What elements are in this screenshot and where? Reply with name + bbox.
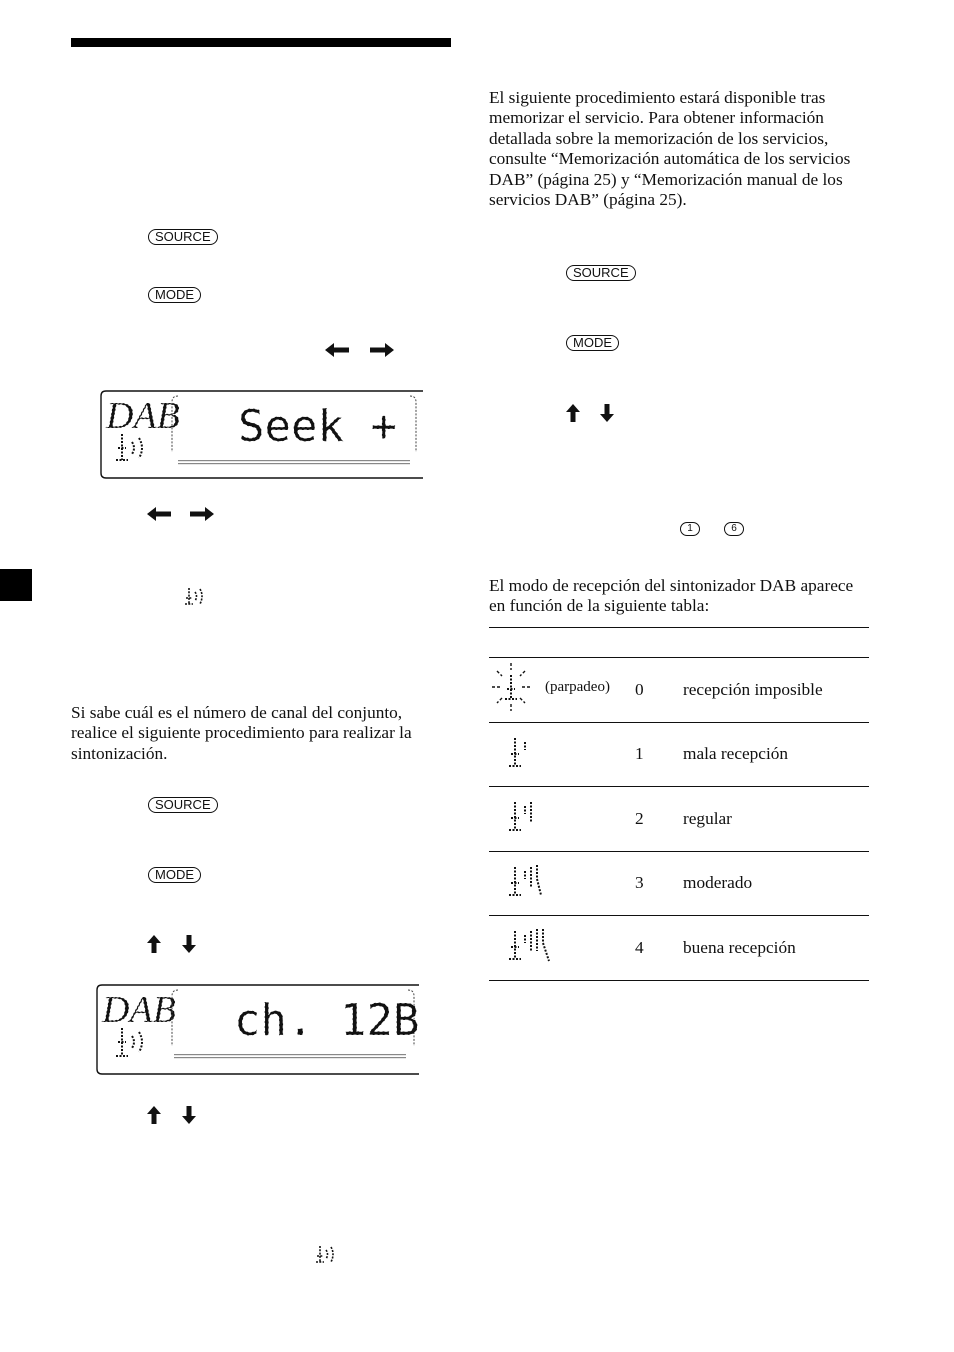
signal-indicator-icon <box>184 586 206 606</box>
table-row <box>489 916 869 981</box>
signal-4-bars-icon <box>489 925 569 965</box>
section-tab-marker <box>0 569 32 601</box>
arrow-up-icon[interactable] <box>147 1106 161 1124</box>
reception-level: 4 <box>635 916 683 981</box>
signal-3-bars-icon <box>489 861 559 901</box>
lcd-main-text: Seek + <box>238 401 397 452</box>
mode-button[interactable]: MODE <box>148 867 201 883</box>
lcd-level-meter <box>178 460 410 464</box>
reception-description: moderado <box>683 851 869 916</box>
signal-blinking-icon <box>489 661 541 713</box>
preset-button-1[interactable]: 1 <box>680 522 700 536</box>
reception-level: 1 <box>635 722 683 787</box>
arrow-down-icon[interactable] <box>600 404 614 422</box>
mode-button[interactable]: MODE <box>566 335 619 351</box>
source-button[interactable]: SOURCE <box>148 797 218 813</box>
lcd-dab-label: DAB <box>106 395 180 437</box>
arrow-right-icon[interactable] <box>190 507 214 521</box>
table-row <box>489 851 869 916</box>
table-row <box>489 658 869 723</box>
reception-description: mala recepción <box>683 722 869 787</box>
reception-description: regular <box>683 787 869 852</box>
signal-1-bar-icon <box>489 732 549 772</box>
reception-description: recepción imposible <box>683 658 869 723</box>
lcd-display-channel <box>96 984 420 1081</box>
arrow-down-icon[interactable] <box>182 935 196 953</box>
reception-level: 3 <box>635 851 683 916</box>
arrow-up-icon[interactable] <box>147 935 161 953</box>
reception-table-header <box>489 628 869 658</box>
lcd-main-text: ch. 12B <box>234 995 420 1046</box>
lcd-signal-icon <box>116 434 142 460</box>
lcd-display-seek <box>100 390 424 485</box>
signal-indicator-icon <box>315 1244 337 1264</box>
mode-button[interactable]: MODE <box>148 287 201 303</box>
blink-note: (parpadeo) <box>545 678 610 695</box>
lcd-level-meter <box>174 1054 406 1058</box>
reception-table <box>489 627 869 981</box>
source-button[interactable]: SOURCE <box>148 229 218 245</box>
lcd-signal-icon <box>116 1028 142 1056</box>
reception-level: 2 <box>635 787 683 852</box>
arrow-right-icon[interactable] <box>370 343 394 357</box>
preset-button-6[interactable]: 6 <box>724 522 744 536</box>
source-button[interactable]: SOURCE <box>566 265 636 281</box>
arrow-up-icon[interactable] <box>566 404 580 422</box>
arrow-left-icon[interactable] <box>147 507 171 521</box>
lcd-dab-label: DAB <box>102 989 176 1031</box>
signal-2-bars-icon <box>489 796 549 836</box>
arrow-left-icon[interactable] <box>325 343 349 357</box>
reception-level: 0 <box>635 658 683 723</box>
table-row <box>489 787 869 852</box>
arrow-down-icon[interactable] <box>182 1106 196 1124</box>
header-rule <box>71 38 451 47</box>
table-row <box>489 722 869 787</box>
service-intro-paragraph: El siguiente procedimiento estará disponible tras memorizar el servicio. Para obtener información detallada sobre la memorización de los servicios, consulte “Memorización automática de los servicios DAB” (página 25) y “Memorización manual de los servicios DAB” (página 25). <box>489 88 851 210</box>
reception-paragraph: El modo de recepción del sintonizador DAB aparece en función de la siguiente tabla: <box>489 576 854 616</box>
manual-tuning-paragraph: Si sabe cuál es el número de canal del conjunto, realice el siguiente procedimiento para realizar la sintonización. <box>71 703 412 763</box>
reception-description: buena recepción <box>683 916 869 981</box>
